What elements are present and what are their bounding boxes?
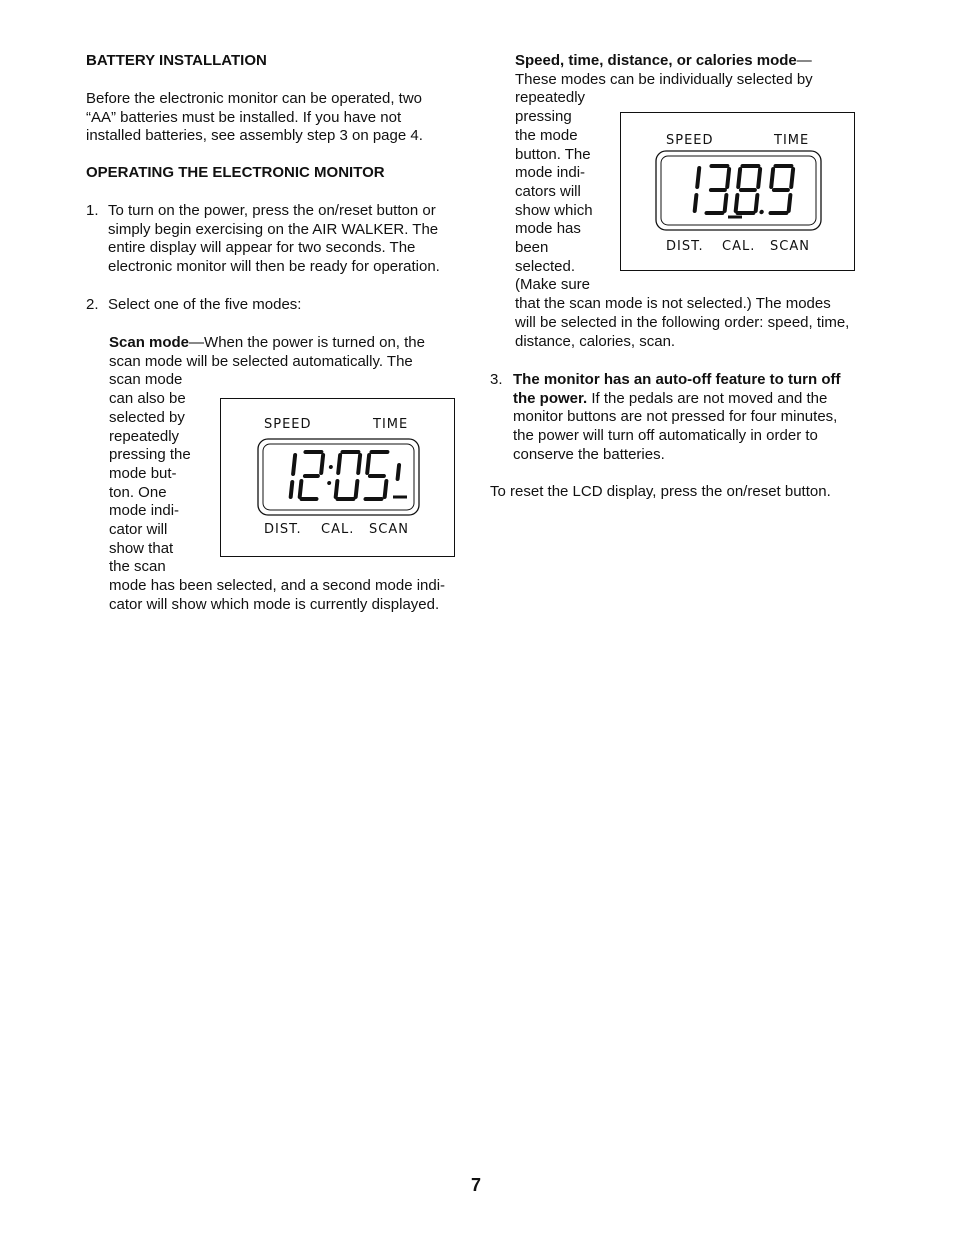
mode-select-line: that the scan mode is not selected.) The modes — [515, 295, 831, 313]
step-3-line: the power will turn off automatically in order to — [513, 427, 818, 445]
scan-mode-narrow-line: pressing the — [109, 446, 191, 464]
mode-select-narrow-line: show which — [515, 201, 593, 219]
battery-heading: BATTERY INSTALLATION — [86, 52, 267, 69]
step-3-number: 3. — [490, 371, 503, 388]
step-1-text — [108, 202, 440, 277]
battery-line: “AA” batteries must be installed. If you have not — [86, 108, 402, 126]
time-indicator-label: TIME — [373, 417, 409, 432]
step-3-bold-start: the power. — [513, 389, 588, 407]
step-1-number: 1. — [86, 202, 99, 219]
speed-indicator-label: SPEED — [264, 417, 312, 432]
mode-select-line: distance, calories, scan. — [515, 332, 676, 350]
step-1-line: entire display will appear for two seconds. The — [108, 239, 416, 257]
scan-indicator-label: SCAN — [770, 239, 810, 254]
step-2-text: Select one of the five modes: — [108, 296, 302, 313]
scan-mode-narrow-line: show that — [109, 539, 174, 557]
scan-mode-narrow-line: repeatedly — [109, 427, 180, 445]
step-1-line: simply begin exercising on the AIR WALKER. The — [108, 220, 439, 238]
calories-indicator-label: CAL. — [722, 239, 756, 254]
scan-mode-line: When the power is turned on, the — [204, 334, 425, 351]
step-2-number: 2. — [86, 296, 99, 313]
mode-select-narrow-line: been — [515, 239, 549, 257]
lcd-illustration — [621, 113, 853, 269]
mode-select-line: These modes can be individually selected by — [515, 70, 813, 88]
calories-indicator-label: CAL. — [321, 522, 355, 537]
step-3-line — [513, 390, 840, 409]
mode-select-first-line — [515, 52, 849, 71]
scan-mode-line: mode has been selected, and a second mode indi- — [109, 577, 446, 595]
mode-select-narrow-line: mode indi- — [515, 164, 586, 182]
mode-select-narrow-line: cators will — [515, 182, 581, 200]
distance-indicator-label: DIST. — [666, 239, 704, 254]
lcd-bezel-outer — [258, 439, 419, 515]
scan-mode-title: Scan mode — [109, 334, 190, 351]
scan-mode-narrow-line: mode but- — [109, 464, 177, 482]
scan-mode-narrow-line: the scan — [109, 558, 166, 576]
mode-select-narrow-line: repeatedly — [515, 89, 586, 107]
battery-line: Before the electronic monitor can be operated, two — [86, 90, 423, 107]
reset-instruction: To reset the LCD display, press the on/reset button. — [490, 483, 831, 500]
operating-heading: OPERATING THE ELECTRONIC MONITOR — [86, 164, 385, 181]
step-1-line: electronic monitor will then be ready for operation. — [108, 258, 440, 276]
em-dash: — — [189, 334, 205, 351]
mode-select-narrow-line: (Make sure — [515, 276, 591, 294]
em-dash: — — [796, 52, 812, 69]
step-3-text — [513, 371, 840, 465]
scan-mode-narrow-line: ton. One — [109, 483, 167, 501]
lcd-display-distance — [620, 112, 855, 271]
mode-select-narrow-line: mode has — [515, 220, 581, 238]
mode-select-narrow-line: selected. — [515, 257, 576, 275]
scan-mode-line: cator will show which mode is currently displayed. — [109, 595, 440, 613]
time-indicator-label: TIME — [774, 133, 810, 148]
battery-paragraph — [86, 90, 423, 146]
mode-select-narrow-line: the mode — [515, 126, 578, 144]
scan-mode-narrow-line: selected by — [109, 408, 185, 426]
distance-indicator-label: DIST. — [264, 522, 302, 537]
mode-select-narrow-line: button. The — [515, 145, 591, 163]
step-3-bold-line: The monitor has an auto-off feature to turn off — [513, 371, 841, 388]
scan-mode-line: scan mode will be selected automatically. The — [109, 352, 413, 370]
scan-mode-narrow-line: mode indi- — [109, 502, 180, 520]
lcd-illustration — [221, 399, 453, 555]
speed-indicator-label: SPEED — [666, 133, 714, 148]
scan-mode-narrow-line: can also be — [109, 390, 186, 408]
scan-mode-first-line — [109, 334, 445, 353]
step-3-line-rest: If the pedals are not moved and the — [587, 389, 828, 407]
step-3-line: monitor buttons are not pressed for four minutes, — [513, 408, 838, 426]
lcd-digits-1389 — [694, 166, 793, 214]
battery-line: installed batteries, see assembly step 3 on page 4. — [86, 127, 423, 145]
scan-mode-narrow-line: scan mode — [109, 371, 183, 389]
lcd-display-scan — [220, 398, 455, 557]
mode-select-line: will be selected in the following order: speed, time, — [515, 313, 850, 331]
lcd-digits-1205 — [290, 452, 400, 499]
mode-select-narrow-line: pressing — [515, 108, 572, 126]
scan-mode-narrow-line: cator will — [109, 521, 168, 539]
step-1-line: To turn on the power, press the on/reset button or — [108, 202, 436, 219]
scan-indicator-label: SCAN — [369, 522, 409, 537]
mode-select-title: Speed, time, distance, or calories mode — [515, 52, 797, 69]
page-number: 7 — [471, 1175, 482, 1195]
step-3-line: conserve the batteries. — [513, 445, 665, 463]
